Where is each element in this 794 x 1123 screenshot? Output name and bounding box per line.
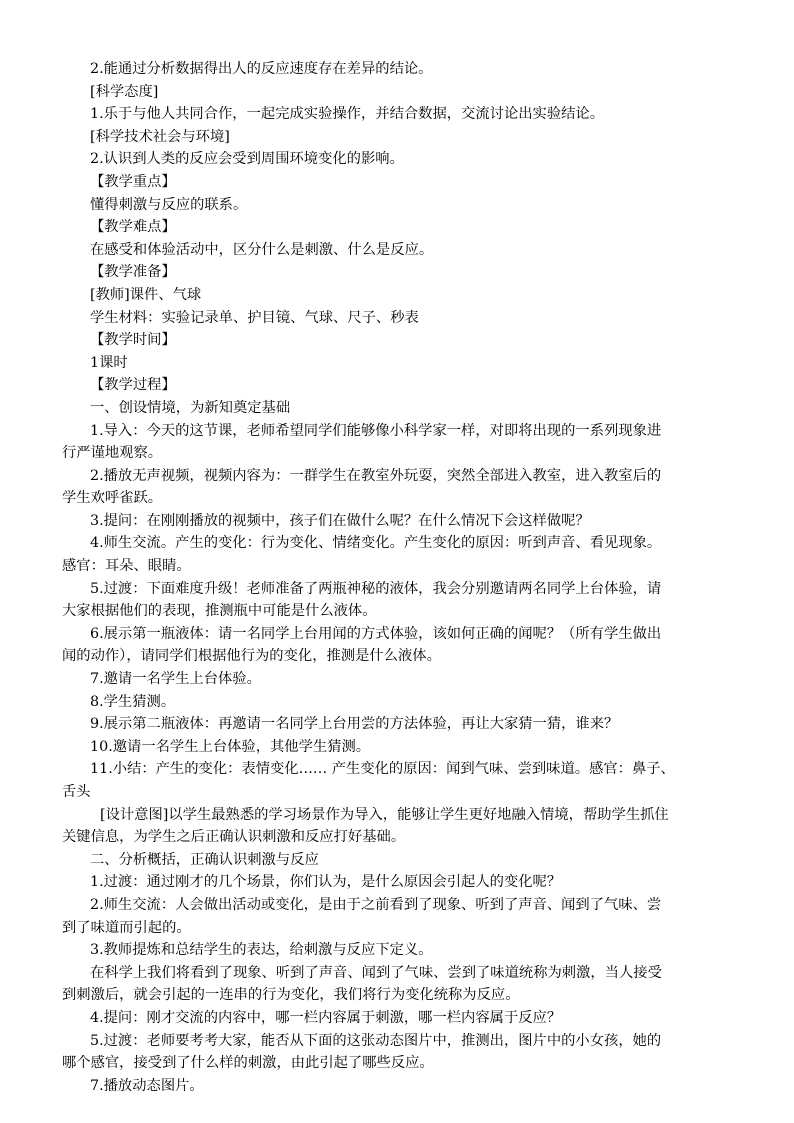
- text-line: 9.展示第二瓶液体：再邀请一名同学上台用尝的方法体验，再让大家猜一猜，谁来？: [90, 716, 619, 733]
- text-line: 7.邀请一名学生上台体验。: [90, 671, 261, 688]
- text-line: [教师]课件、气球: [90, 286, 202, 303]
- text-line: 哪个感官，接受到了什么样的刺激，由此引起了哪些反应。: [62, 1055, 434, 1072]
- text-line: 关键信息，为学生之后正确认识刺激和反应打好基础。: [62, 829, 406, 846]
- text-line: 1.乐于与他人共同合作，一起完成实验操作，并结合数据，交流讨论出实验结论。: [90, 106, 605, 123]
- text-line: 5.过渡：老师要考考大家，能否从下面的这张动态图片中，推测出，图片中的小女孩，她的: [90, 1032, 662, 1049]
- text-line: 学生欢呼雀跃。: [62, 490, 163, 507]
- text-line: 【教学难点】: [90, 219, 176, 236]
- text-line: 行严谨地观察。: [62, 445, 163, 462]
- text-line: [科学技术社会与环境]: [90, 128, 230, 145]
- text-line: 3.教师提炼和总结学生的表达，给刺激与反应下定义。: [90, 942, 433, 959]
- text-line: 【教学时间】: [90, 332, 176, 349]
- text-line: 6.展示第一瓶液体：请一名同学上台用闻的方式体验，该如何正确的闻呢？（所有学生做出: [90, 625, 662, 642]
- text-line: 2.能通过分析数据得出人的反应速度存在差异的结论。: [90, 61, 433, 77]
- text-line: 在感受和体验活动中，区分什么是刺激、什么是反应。: [90, 241, 434, 258]
- text-line: 4.提问：刚才交流的内容中，哪一栏内容属于刺激，哪一栏内容属于反应？: [90, 1009, 562, 1026]
- text-line: 感官：耳朵、眼睛。: [62, 558, 191, 575]
- text-line: 闻的动作），请同学们根据他行为的变化，推测是什么液体。: [62, 648, 441, 665]
- text-line: 大家根据他们的表现，推测瓶中可能是什么液体。: [62, 603, 377, 620]
- text-line: 2.师生交流：人会做出活动或变化，是由于之前看到了现象、听到了声音、闻到了气味、尝: [90, 896, 662, 913]
- text-line: 10.邀请一名学生上台体验，其他学生猜测。: [90, 738, 371, 755]
- text-line: 到刺激后，就会引起的一连串的行为变化，我们将行为变化统称为反应。: [62, 987, 520, 1004]
- text-line: 1.导入：今天的这节课，老师希望同学们能够像小科学家一样，对即将出现的一系列现象进: [90, 422, 662, 439]
- text-line: 【教学过程】: [90, 377, 176, 394]
- text-line: 5.过渡：下面难度升级！老师准备了两瓶神秘的液体，我会分别邀请两名同学上台体验，请: [90, 580, 662, 597]
- document-page: [0, 58, 794, 1097]
- text-line: 4.师生交流。产生的变化：行为变化、情绪变化。产生变化的原因：听到声音、看见现象。: [90, 535, 662, 552]
- text-line: 学生材料：实验记录单、护目镜、气球、尺子、秒表: [90, 309, 419, 326]
- text-line: 一、创设情境，为新知奠定基础: [90, 399, 291, 416]
- text-line: 舌头: [62, 784, 91, 800]
- text-line: 7.播放动态图片。: [90, 1077, 204, 1094]
- text-line: 【教学准备】: [90, 264, 176, 281]
- text-line: [科学态度]: [90, 83, 159, 100]
- text-line: 懂得刺激与反应的联系。: [90, 196, 248, 213]
- text-line: 8.学生猜测。: [90, 693, 176, 710]
- text-line: 在科学上我们将看到了现象、听到了声音、闻到了气味、尝到了味道统称为刺激，当人接受: [90, 964, 662, 981]
- text-line: [设计意图]以学生最熟悉的学习场景作为导入，能够让学生更好地融入情境，帮助学生抓住: [100, 806, 669, 823]
- text-line: 11.小结：产生的变化：表情变化…… 产生变化的原因：闻到气味、尝到味道。感官：鼻子、: [90, 761, 675, 778]
- text-line: 到了味道而引起的。: [62, 919, 191, 936]
- text-line: 3.提问：在刚刚播放的视频中，孩子们在做什么呢？在什么情况下会这样做呢？: [90, 512, 590, 529]
- text-line: 二、分析概括，正确认识刺激与反应: [90, 851, 319, 868]
- text-line: 1.过渡：通过刚才的几个场景，你们认为，是什么原因会引起人的变化呢？: [90, 874, 562, 891]
- text-line: 2.播放无声视频，视频内容为：一群学生在教室外玩耍，突然全部进入教室，进入教室后的: [90, 467, 662, 484]
- text-line: 2.认识到人类的反应会受到周围环境变化的影响。: [90, 151, 404, 168]
- text-line: 【教学重点】: [90, 173, 176, 190]
- text-line: 1课时: [90, 354, 128, 371]
